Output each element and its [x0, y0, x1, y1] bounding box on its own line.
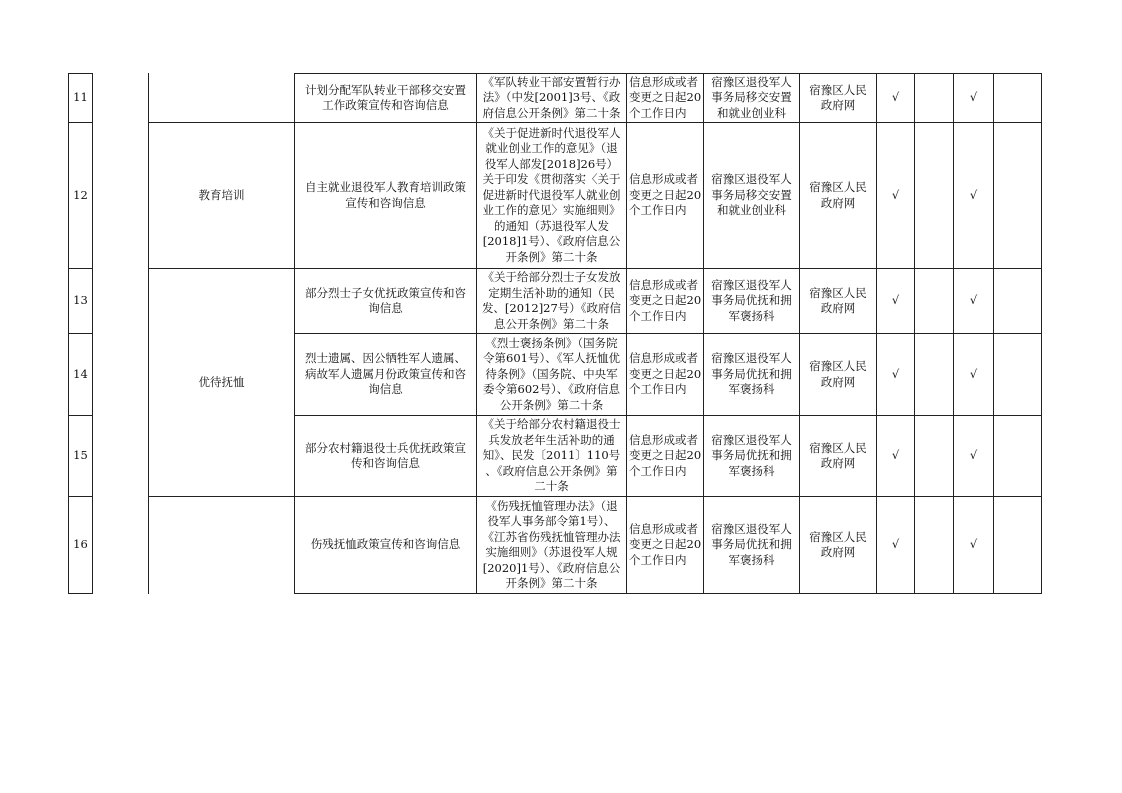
check-mark-b [915, 334, 953, 415]
check-mark-c-text: √ [969, 90, 978, 105]
legal-basis-text: 《烈士褒扬条例》（国务院令第601号）、《军人抚恤优待条例》（国务院、中央军委令第602号）、《政府信息公开条例》第二十条 [483, 335, 620, 412]
time-limit [627, 416, 703, 496]
time-limit-text: 信息形成或者变更之日起20个工作日内 [629, 351, 702, 397]
legal-basis-text: 《军队转业干部安置暂行办法》（中发[2001]3号、《政府信息公开条例》第二十条 [482, 74, 621, 120]
row-number-text: 11 [73, 90, 88, 105]
responsible-dept [704, 416, 799, 496]
responsible-dept [704, 269, 799, 333]
publish-channel-text: 宿豫区人民政府网 [809, 440, 867, 470]
item-name-text: 自主就业退役军人教育培训政策宣传和咨询信息 [305, 180, 466, 210]
check-mark-c [954, 497, 993, 593]
row-number-text: 14 [73, 366, 88, 381]
row-number [69, 74, 92, 122]
check-mark-b [915, 416, 953, 496]
check-mark-d [994, 416, 1041, 496]
check-mark-c-text: √ [969, 448, 978, 463]
responsible-dept-text: 宿豫区退役军人事务局移交安置和就业创业科 [711, 172, 792, 218]
legal-basis [477, 269, 626, 333]
check-mark-a-text: √ [891, 537, 900, 552]
publish-channel [800, 416, 876, 496]
check-mark-d [994, 269, 1041, 333]
check-mark-c [954, 334, 993, 415]
check-mark-d [994, 497, 1041, 593]
row-number [69, 416, 92, 496]
item-name [295, 123, 476, 268]
item-name-text: 伤残抚恤政策宣传和咨询信息 [310, 537, 461, 552]
check-mark-c-text: √ [969, 537, 978, 552]
legal-basis-text: 《伤残抚恤管理办法》（退役军人事务部令第1号）、《江苏省伤残抚恤管理办法实施细则》（苏退役军人规[2020]1号）、《政府信息公开条例》第二十条 [482, 498, 621, 590]
row-number-text: 16 [73, 537, 88, 552]
responsible-dept-text: 宿豫区退役军人事务局优抚和拥军褒扬科 [711, 277, 792, 323]
time-limit [627, 497, 703, 593]
responsible-dept-text: 宿豫区退役军人事务局优抚和拥军褒扬科 [711, 432, 792, 478]
publish-channel [800, 269, 876, 333]
publish-channel-text: 宿豫区人民政府网 [809, 82, 867, 112]
legal-basis [477, 123, 626, 268]
category-preferential [149, 269, 294, 496]
item-name-text: 烈士遗属、因公牺牲军人遗属、病故军人遗属月份政策宣传和咨询信息 [305, 351, 466, 397]
publish-channel [800, 74, 876, 122]
publish-channel-text: 宿豫区人民政府网 [809, 285, 867, 315]
time-limit-text: 信息形成或者变更之日起20个工作日内 [629, 521, 702, 567]
legal-basis [477, 334, 626, 415]
legal-basis [477, 416, 626, 496]
check-mark-c [954, 416, 993, 496]
item-name [295, 416, 476, 496]
check-mark-b [915, 269, 953, 333]
time-limit [627, 123, 703, 268]
legal-basis [477, 74, 626, 122]
responsible-dept [704, 497, 799, 593]
item-name [295, 269, 476, 333]
row-number [69, 123, 92, 268]
row-bottom [294, 593, 1042, 594]
legal-basis-text: 《关于促进新时代退役军人就业创业工作的意见》（退役军人部发[2018]26号）关于印发《贯彻落实〈关于促进新时代退役军人就业创业工作的意见〉实施细则》的通知（苏退役军人发[2018]1号）、《政府信息公开条例》第二十条 [482, 125, 621, 264]
check-mark-a-text: √ [891, 187, 900, 202]
item-name [295, 497, 476, 593]
category-preferential-text: 优待抚恤 [198, 374, 245, 389]
check-mark-c [954, 123, 993, 268]
check-mark-b [915, 497, 953, 593]
check-mark-a-text: √ [891, 293, 900, 308]
check-mark-a [877, 416, 914, 496]
time-limit-text: 信息形成或者变更之日起20个工作日内 [629, 172, 702, 218]
row-number [69, 269, 92, 333]
row-number-text: 13 [73, 293, 88, 308]
check-mark-a-text: √ [891, 90, 900, 105]
item-name-text: 部分烈士子女优抚政策宣传和咨询信息 [305, 285, 466, 315]
item-name-text: 计划分配军队转业干部移交安置工作政策宣传和咨询信息 [305, 82, 466, 112]
check-mark-b [915, 74, 953, 122]
row-number [69, 334, 92, 415]
check-mark-c-text: √ [969, 366, 978, 381]
check-mark-c [954, 74, 993, 122]
time-limit-text: 信息形成或者变更之日起20个工作日内 [629, 74, 702, 120]
row-number [69, 497, 92, 593]
check-mark-d [994, 74, 1041, 122]
publish-channel [800, 123, 876, 268]
check-mark-a [877, 334, 914, 415]
time-limit [627, 334, 703, 415]
check-mark-a-text: √ [891, 366, 900, 381]
row-bottom-no [68, 593, 93, 594]
responsible-dept [704, 334, 799, 415]
publish-channel-text: 宿豫区人民政府网 [809, 359, 867, 389]
check-mark-a [877, 74, 914, 122]
check-mark-a [877, 497, 914, 593]
responsible-dept-text: 宿豫区退役军人事务局移交安置和就业创业科 [711, 74, 792, 120]
check-mark-a [877, 123, 914, 268]
category-education-text: 教育培训 [198, 187, 245, 202]
check-mark-c-text: √ [969, 293, 978, 308]
item-name [295, 74, 476, 122]
check-mark-a [877, 269, 914, 333]
item-name-text: 部分农村籍退役士兵优抚政策宣传和咨询信息 [305, 440, 466, 470]
check-mark-c-text: √ [969, 187, 978, 202]
responsible-dept [704, 123, 799, 268]
check-mark-a-text: √ [891, 448, 900, 463]
check-mark-d [994, 334, 1041, 415]
time-limit [627, 74, 703, 122]
legal-basis-text: 《关于给部分烈士子女发放定期生活补助的通知（民发、[2012]27号）《政府信息公开条例》第二十条 [481, 270, 622, 331]
publish-channel [800, 497, 876, 593]
legal-basis-text: 《关于给部分农村籍退役士兵发放老年生活补助的通知》、民发〔2011〕110号 、《政府信息公开条例》第二十条 [482, 417, 621, 494]
responsible-dept-text: 宿豫区退役军人事务局优抚和拥军褒扬科 [711, 351, 792, 397]
time-limit-text: 信息形成或者变更之日起20个工作日内 [629, 432, 702, 478]
item-name [295, 334, 476, 415]
publish-channel-text: 宿豫区人民政府网 [809, 180, 867, 210]
legal-basis [477, 497, 626, 593]
publish-channel [800, 334, 876, 415]
responsible-dept [704, 74, 799, 122]
category-education [149, 123, 294, 268]
time-limit [627, 269, 703, 333]
time-limit-text: 信息形成或者变更之日起20个工作日内 [629, 277, 702, 323]
check-mark-c [954, 269, 993, 333]
check-mark-d [994, 123, 1041, 268]
check-mark-b [915, 123, 953, 268]
publish-channel-text: 宿豫区人民政府网 [809, 529, 867, 559]
responsible-dept-text: 宿豫区退役军人事务局优抚和拥军褒扬科 [711, 521, 792, 567]
row-number-text: 15 [73, 448, 88, 463]
row-number-text: 12 [73, 187, 88, 202]
